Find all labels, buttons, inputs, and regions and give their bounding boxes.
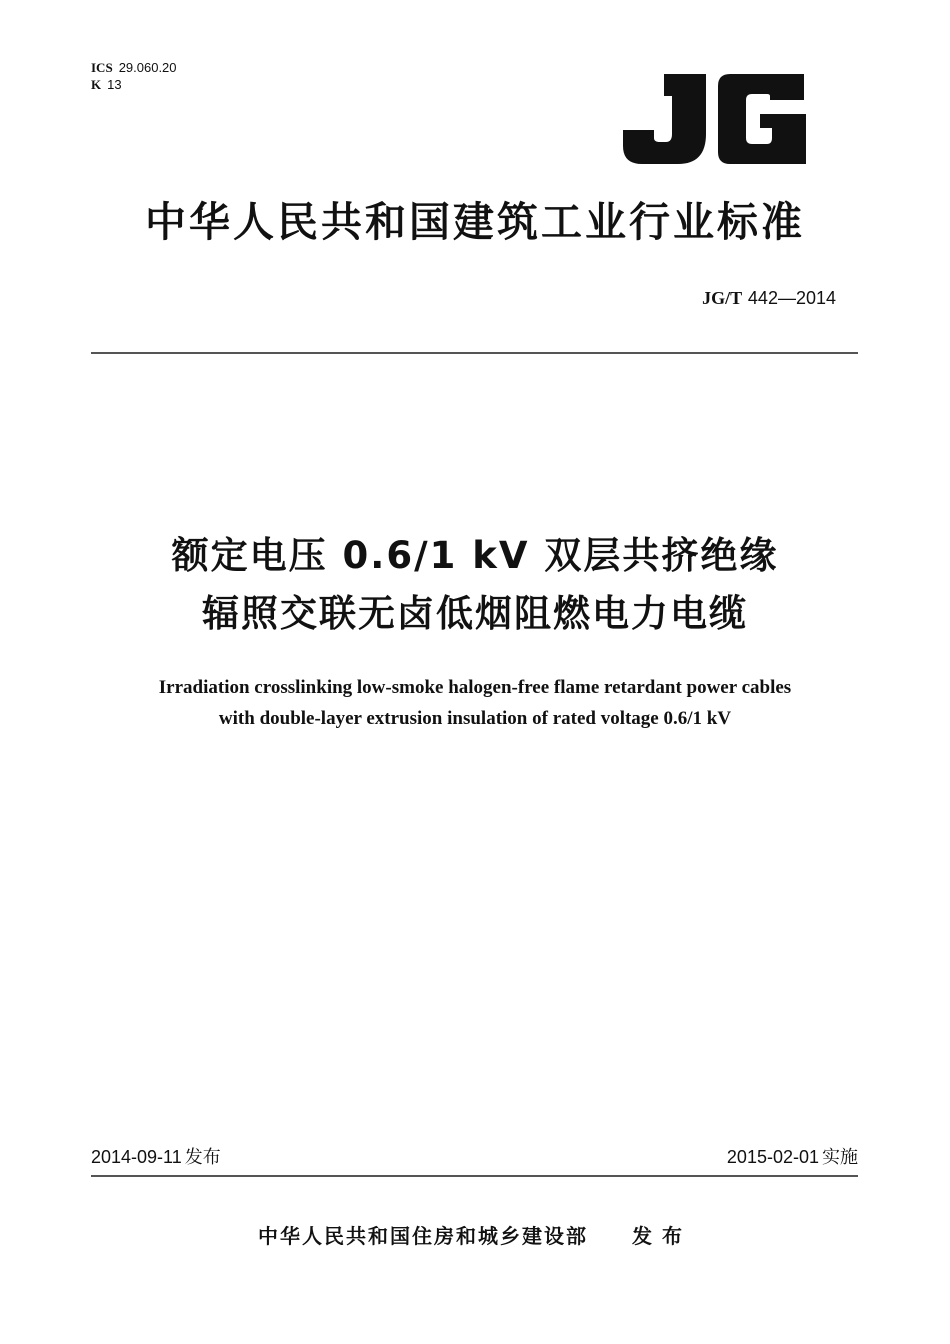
ics-label: ICS (91, 60, 113, 75)
effective-label: 实施 (822, 1147, 858, 1168)
standard-code-prefix: JG/T (702, 288, 743, 308)
logo-letter-j (623, 74, 706, 164)
publisher-name: 中华人民共和国住房和城乡建设部 (258, 1224, 588, 1248)
standard-code-number: 442—2014 (747, 288, 836, 308)
k-line (91, 77, 177, 94)
issue-date-block (91, 1145, 221, 1170)
top-divider (91, 352, 858, 354)
publisher-action: 发布 (632, 1224, 692, 1248)
issue-label: 发布 (184, 1147, 221, 1168)
k-value: 13 (107, 77, 122, 92)
publisher-block (0, 1222, 950, 1250)
k-label: K (91, 77, 102, 92)
logo-letter-g (718, 74, 806, 164)
english-title-line-1: Irradiation crosslinking low-smoke halogen-free flame retardant power cables (158, 677, 792, 698)
chinese-title-line-1: 额定电压 0.6/1 kV 双层共挤绝缘 (171, 534, 779, 577)
bottom-divider (91, 1175, 858, 1177)
classification-block (91, 60, 177, 94)
ics-value: 29.060.20 (118, 60, 177, 75)
issue-date: 2014-09-11 (91, 1147, 182, 1167)
english-title-line-2: with double-layer extrusion insulation of rated voltage 0.6/1 kV (218, 708, 732, 729)
logo-text: JG (714, 132, 716, 133)
chinese-title-line-2: 辐照交联无卤低烟阻燃电力电缆 (202, 592, 748, 635)
standard-code (702, 287, 836, 310)
ics-line (91, 60, 177, 77)
effective-date-block (727, 1145, 858, 1170)
effective-date: 2015-02-01 (726, 1147, 819, 1167)
jg-logo (620, 72, 808, 166)
standard-title: 中华人民共和国建筑工业行业标准 (145, 198, 805, 246)
